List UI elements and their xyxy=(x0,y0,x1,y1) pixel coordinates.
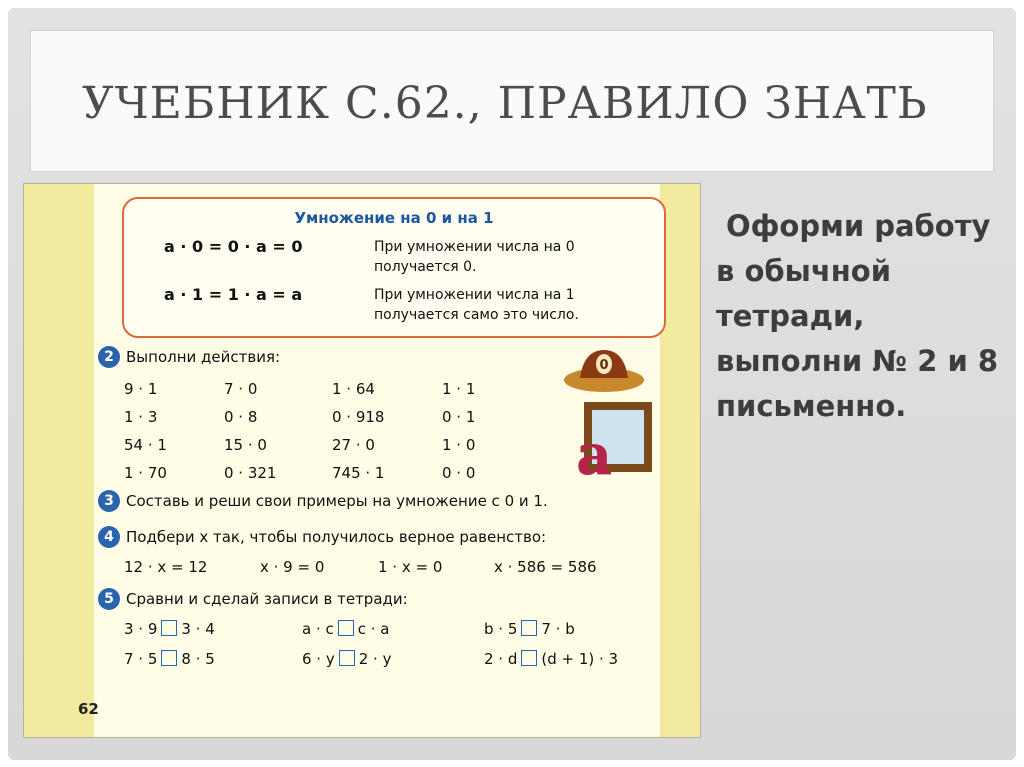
hat-zero-label: 0 xyxy=(599,358,609,373)
comparison-left: 2 · d xyxy=(484,650,518,668)
rule-text-zero: При умножении числа на 0 получается 0. xyxy=(374,239,575,275)
rule-formula-zero: a · 0 = 0 · a = 0 xyxy=(164,237,303,256)
slide-title: УЧЕБНИК С.62., ПРАВИЛО ЗНАТЬ xyxy=(82,78,928,129)
task-2-expr: 9 · 1 xyxy=(124,380,158,398)
comparison-right: c · a xyxy=(357,620,390,638)
comparison-left: 3 · 9 xyxy=(124,620,158,638)
comparison-box xyxy=(339,650,355,666)
comparison-right: (d + 1) · 3 xyxy=(541,650,619,668)
task-2-expr: 0 · 1 xyxy=(442,408,476,426)
task-2-expr: 7 · 0 xyxy=(224,380,258,398)
task-2-expr: 1 · 64 xyxy=(332,380,375,398)
rule-formula-one: a · 1 = 1 · a = a xyxy=(164,285,303,304)
comparison-right: 2 · y xyxy=(358,650,392,668)
task-number-badge: 3 xyxy=(98,490,120,512)
task-2-expr: 0 · 0 xyxy=(442,464,476,482)
rule-title: Умножение на 0 и на 1 xyxy=(294,209,494,227)
task-5-comparison xyxy=(302,620,390,638)
task-2-expr: 745 · 1 xyxy=(332,464,385,482)
page-number: 62 xyxy=(78,700,99,718)
task-2-expr: 15 · 0 xyxy=(224,436,267,454)
comparison-box xyxy=(161,620,177,636)
task-5-comparison xyxy=(124,620,215,638)
task-2-expr: 0 · 918 xyxy=(332,408,385,426)
comparison-right: 7 · b xyxy=(541,620,575,638)
comparison-box xyxy=(338,620,354,636)
rule-text-one: При умножении числа на 1 получается само это число. xyxy=(374,287,579,323)
task-2-expr: 1 · 3 xyxy=(124,408,158,426)
comparison-right: 3 · 4 xyxy=(181,620,215,638)
task-2-expr: 54 · 1 xyxy=(124,436,167,454)
task-2-expr: 0 · 321 xyxy=(224,464,277,482)
letter-a-figure: a xyxy=(576,422,613,484)
comparison-left: a · c xyxy=(302,620,334,638)
task-4-equation: x · 9 = 0 xyxy=(260,558,325,576)
task-5-label: Сравни и сделай записи в тетради: xyxy=(126,590,408,608)
comparison-left: 6 · y xyxy=(302,650,335,668)
comparison-left: 7 · 5 xyxy=(124,650,158,668)
comparison-box xyxy=(161,650,177,666)
task-number-badge: 4 xyxy=(98,526,120,548)
task-2-label: Выполни действия: xyxy=(126,348,281,366)
comparison-box xyxy=(521,650,537,666)
task-4-equation: x · 586 = 586 xyxy=(494,558,597,576)
assignment-instructions: Оформи работу в обычной тетради, выполни № 2 и 8 письменно. xyxy=(716,209,999,423)
task-2-expr: 1 · 70 xyxy=(124,464,167,482)
task-number-badge: 5 xyxy=(98,588,120,610)
task-5-comparison xyxy=(484,650,618,668)
comparison-box xyxy=(521,620,537,636)
task-2-expr: 27 · 0 xyxy=(332,436,375,454)
task-3-label: Составь и реши свои примеры на умножение с 0 и 1. xyxy=(126,492,548,510)
task-2-expr: 0 · 8 xyxy=(224,408,258,426)
comparison-left: b · 5 xyxy=(484,620,518,638)
task-2-expr: 1 · 1 xyxy=(442,380,476,398)
task-5-comparison xyxy=(484,620,575,638)
comparison-right: 8 · 5 xyxy=(181,650,215,668)
task-2-expr: 1 · 0 xyxy=(442,436,476,454)
textbook-right-stripe xyxy=(660,184,700,737)
task-4-label: Подбери x так, чтобы получилось верное равенство: xyxy=(126,528,547,546)
task-4-equation: 1 · x = 0 xyxy=(378,558,443,576)
textbook-margin-stripe xyxy=(24,184,94,737)
rule-box xyxy=(122,197,666,338)
task-5-comparison xyxy=(302,650,391,668)
task-number-badge: 2 xyxy=(98,346,120,368)
hat-and-mirror-illustration xyxy=(544,344,664,484)
textbook-page-image xyxy=(23,183,701,738)
task-4-equation: 12 · x = 12 xyxy=(124,558,208,576)
task-5-comparison xyxy=(124,650,215,668)
